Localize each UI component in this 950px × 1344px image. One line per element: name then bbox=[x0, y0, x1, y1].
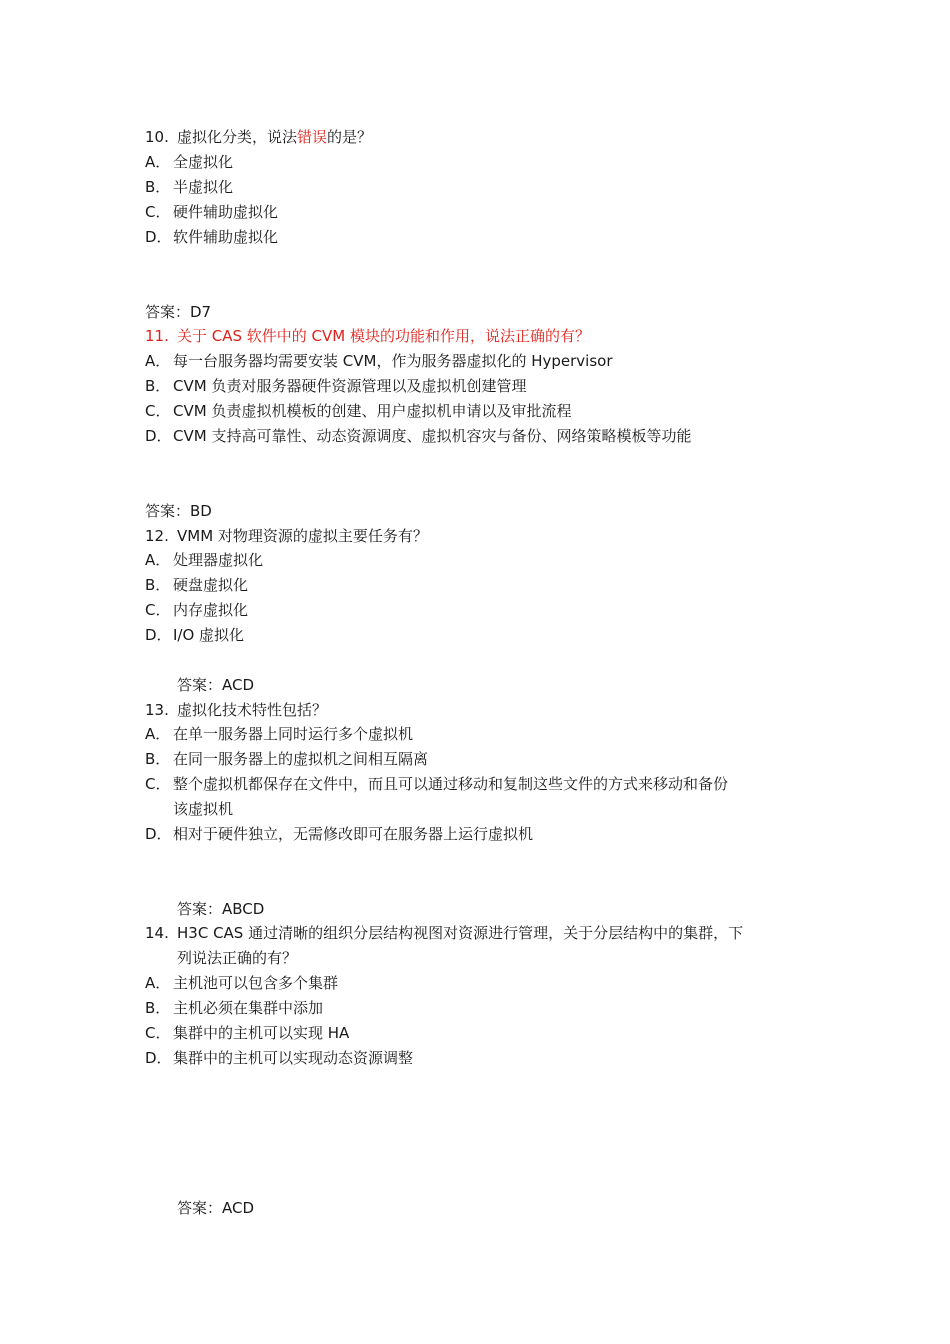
answer-12: 答案：ACD bbox=[177, 676, 255, 694]
option-b: B． CVM 负责对服务器硬件资源管理以及虚拟机创建管理 bbox=[145, 377, 527, 395]
option-c: C． 内存虚拟化 bbox=[145, 601, 249, 619]
question-10-stem: 10. 虚拟化分类，说法错误的是？ bbox=[145, 128, 373, 146]
option-a: A． 全虚拟化 bbox=[145, 153, 234, 171]
question-number: 10. bbox=[145, 128, 169, 146]
answer-10: 答案：D7 bbox=[145, 303, 212, 321]
answer-13: 答案：ABCD bbox=[177, 900, 265, 918]
option-a: A． 在单一服务器上同时运行多个虚拟机 bbox=[145, 725, 414, 743]
option-b: B． 在同一服务器上的虚拟机之间相互隔离 bbox=[145, 750, 429, 768]
option-d: D．集群中的主机可以实现动态资源调整 bbox=[145, 1049, 414, 1067]
question-14-stem: 14. H3C CAS 通过清晰的组织分层结构视图对资源进行管理，关于分层结构中的集群，下 bbox=[145, 924, 744, 942]
question-13-stem: 13. 虚拟化技术特性包括？ bbox=[145, 701, 328, 719]
question-11-stem: 11. 关于 CAS 软件中的 CVM 模块的功能和作用，说法正确的有？ bbox=[145, 327, 591, 345]
option-b: B． 硬盘虚拟化 bbox=[145, 576, 249, 594]
question-number: 12. bbox=[145, 527, 169, 545]
option-c: C． 整个虚拟机都保存在文件中，而且可以通过移动和复制这些文件的方式来移动和备份 bbox=[145, 775, 729, 793]
option-c: C． CVM 负责虚拟机模板的创建、用户虚拟机申请以及审批流程 bbox=[145, 402, 572, 420]
option-d: D．软件辅助虚拟化 bbox=[145, 228, 279, 246]
option-c-continued: 该虚拟机 bbox=[173, 800, 234, 818]
option-a: A． 每一台服务器均需要安装 CVM，作为服务器虚拟化的 Hypervisor bbox=[145, 352, 613, 370]
option-a: A． 处理器虚拟化 bbox=[145, 551, 264, 569]
option-d: D．I/O 虚拟化 bbox=[145, 626, 245, 644]
question-number: 14. bbox=[145, 924, 169, 942]
option-b: B． 半虚拟化 bbox=[145, 178, 234, 196]
option-c: C． 集群中的主机可以实现 HA bbox=[145, 1024, 350, 1042]
option-d: D．相对于硬件独立，无需修改即可在服务器上运行虚拟机 bbox=[145, 825, 534, 843]
option-d: D．CVM 支持高可靠性、动态资源调度、虚拟机容灾与备份、网络策略模板等功能 bbox=[145, 427, 692, 445]
option-b: B． 主机必须在集群中添加 bbox=[145, 999, 324, 1017]
highlight-text: 错误 bbox=[297, 128, 328, 146]
question-number: 11. bbox=[145, 327, 169, 345]
answer-14: 答案：ACD bbox=[177, 1199, 255, 1217]
question-14-stem-continued: 列说法正确的有？ bbox=[177, 949, 298, 967]
option-a: A． 主机池可以包含多个集群 bbox=[145, 974, 339, 992]
question-number: 13. bbox=[145, 701, 169, 719]
answer-11: 答案：BD bbox=[145, 502, 212, 520]
question-12-stem: 12. VMM 对物理资源的虚拟主要任务有？ bbox=[145, 527, 428, 545]
option-c: C． 硬件辅助虚拟化 bbox=[145, 203, 279, 221]
